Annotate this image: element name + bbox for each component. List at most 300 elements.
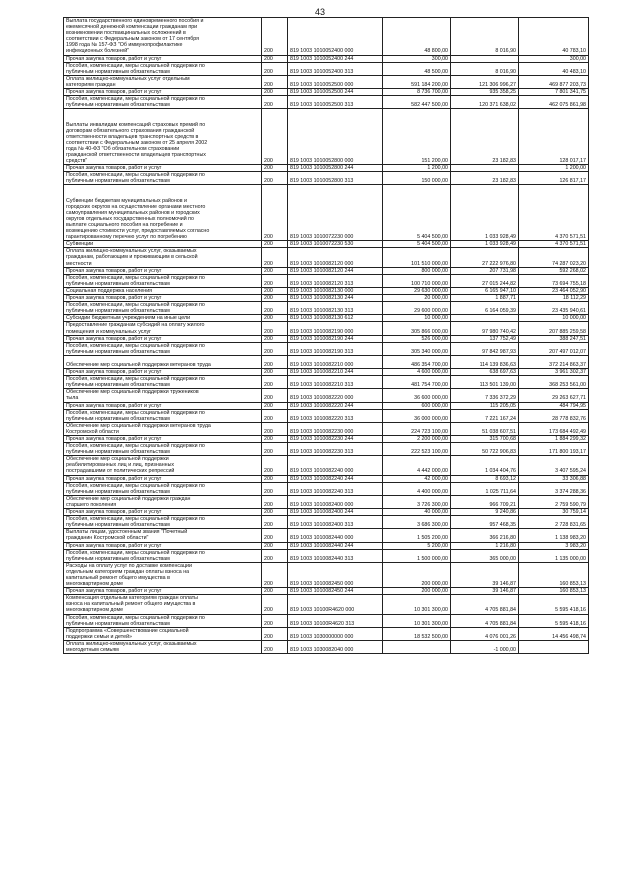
row-description: Выплаты инвалидам компенсаций страховых премий по договорам обязательного страхования гражданской ответственности владельцев транспортных средств в соответствии с Федеральным законом от 25 апреля 2002 года № 40-ФЗ "Об обязательном страховании гражданской ответственности владельцев транспортных средств"	[64, 109, 262, 165]
table-row	[64, 89, 589, 96]
row-description: Пособия, компенсации, меры социальной поддержки по публичным нормативным обязательствам	[64, 62, 262, 75]
row-line-code: 200	[262, 355, 288, 368]
table-row	[64, 588, 589, 595]
row-approved-amount: 3 686 300,00	[383, 516, 451, 529]
table-row	[64, 482, 589, 495]
row-remaining-amount: 173 684 492,49	[519, 422, 589, 435]
row-description: Пособия, компенсации, меры социальной поддержки по публичным нормативным обязательствам	[64, 302, 262, 315]
row-line-code: 200	[262, 369, 288, 376]
row-classification-code: 819 1003 1010082210 244	[288, 369, 383, 376]
row-classification-code: 819 1003 1010082130 612	[288, 315, 383, 322]
row-line-code: 200	[262, 89, 288, 96]
row-approved-amount: 5 200,00	[383, 542, 451, 549]
table-row	[64, 248, 589, 267]
row-executed-amount: 966 709,21	[451, 495, 519, 508]
row-remaining-amount: 1 135 000,00	[519, 549, 589, 562]
row-description: Пособия, компенсации, меры социальной поддержки по публичным нормативным обязательствам	[64, 443, 262, 456]
table-row	[64, 369, 589, 376]
row-approved-amount: 3 726 300,00	[383, 495, 451, 508]
row-classification-code: 819 1003 1010052800 000	[288, 109, 383, 165]
table-row	[64, 402, 589, 409]
row-remaining-amount: 171 800 193,17	[519, 443, 589, 456]
row-remaining-amount: 126 817,17	[519, 172, 589, 185]
row-classification-code: 819 1003 1010052400 000	[288, 18, 383, 56]
row-classification-code: 819 1003 1010082120 313	[288, 274, 383, 287]
row-remaining-amount: 3 961 302,37	[519, 369, 589, 376]
row-approved-amount: 200 000,00	[383, 588, 451, 595]
row-classification-code: 819 1003 1030000000 000	[288, 627, 383, 640]
row-remaining-amount: 207 885 259,58	[519, 322, 589, 335]
row-description: Обеспечение мер социальной поддержки ветеранов труда Костромской области	[64, 422, 262, 435]
row-description: Пособия, компенсации, меры социальной поддержки по публичным нормативным обязательствам	[64, 614, 262, 627]
row-executed-amount: 137 752,49	[451, 335, 519, 342]
table-row	[64, 640, 589, 653]
row-line-code: 200	[262, 495, 288, 508]
row-line-code: 200	[262, 335, 288, 342]
row-classification-code: 819 1003 1010082230 313	[288, 443, 383, 456]
row-remaining-amount: 3 983,20	[519, 542, 589, 549]
row-executed-amount: 4 076 001,26	[451, 627, 519, 640]
row-remaining-amount: 300,00	[519, 55, 589, 62]
table-row	[64, 287, 589, 294]
row-description: Пособия, компенсации, меры социальной поддержки по публичным нормативным обязательствам	[64, 342, 262, 355]
row-executed-amount: 366 216,80	[451, 529, 519, 542]
row-remaining-amount: 128 017,17	[519, 109, 589, 165]
table-row	[64, 172, 589, 185]
row-description: Прочая закупка товаров, работ и услуг	[64, 369, 262, 376]
row-remaining-amount: 2 759 590,79	[519, 495, 589, 508]
row-remaining-amount: 592 268,02	[519, 267, 589, 274]
row-remaining-amount: 5 595 418,16	[519, 595, 589, 614]
row-remaining-amount: 1 200,00	[519, 165, 589, 172]
row-line-code: 200	[262, 456, 288, 475]
table-row	[64, 516, 589, 529]
row-classification-code: 819 1003 1010082440 313	[288, 549, 383, 562]
row-remaining-amount: 2 728 831,65	[519, 516, 589, 529]
row-line-code: 200	[262, 287, 288, 294]
row-classification-code: 819 1003 1010052500 313	[288, 96, 383, 109]
row-executed-amount: 51 038 607,51	[451, 422, 519, 435]
page-number: 43	[314, 7, 325, 17]
table-row	[64, 62, 589, 75]
table-row	[64, 443, 589, 456]
row-description: Прочая закупка товаров, работ и услуг	[64, 55, 262, 62]
table-row	[64, 315, 589, 322]
row-description: Оплата жилищно-коммунальных услуг отдельным категориям граждан	[64, 75, 262, 88]
row-remaining-amount: 207 497 012,07	[519, 342, 589, 355]
row-executed-amount: 7 221 167,24	[451, 409, 519, 422]
table-row	[64, 549, 589, 562]
row-approved-amount	[383, 640, 451, 653]
row-remaining-amount: 388 247,51	[519, 335, 589, 342]
row-classification-code: 819 1003 1030082040 000	[288, 640, 383, 653]
row-executed-amount: 8 693,12	[451, 475, 519, 482]
row-description: Оплата жилищно-коммунальных услуг, оказываемых многодетным семьям	[64, 640, 262, 653]
row-classification-code: 819 1003 1010082130 244	[288, 295, 383, 302]
row-remaining-amount: 33 306,88	[519, 475, 589, 482]
row-approved-amount: 48 500,00	[383, 62, 451, 75]
row-line-code: 200	[262, 96, 288, 109]
row-approved-amount: 222 523 100,00	[383, 443, 451, 456]
row-executed-amount: 8 016,90	[451, 18, 519, 56]
row-description: Обеспечение мер социальной поддержки граждан старшего поколения	[64, 495, 262, 508]
table-row	[64, 96, 589, 109]
table-row	[64, 55, 589, 62]
row-remaining-amount: 3 374 288,36	[519, 482, 589, 495]
row-approved-amount: 48 800,00	[383, 18, 451, 56]
row-classification-code: 819 1003 1010082440 244	[288, 542, 383, 549]
row-remaining-amount: 7 801 341,75	[519, 89, 589, 96]
row-executed-amount	[451, 315, 519, 322]
row-remaining-amount: 14 456 498,74	[519, 627, 589, 640]
row-executed-amount: 9 240,86	[451, 509, 519, 516]
row-executed-amount: 6 165 947,10	[451, 287, 519, 294]
row-classification-code: 819 1003 1010082190 313	[288, 342, 383, 355]
row-description: Обеспечение мер социальной поддержки реабилитированных лиц и лиц, признанных пострадавшими от политических репрессий	[64, 456, 262, 475]
row-description: Субвенции бюджетам муниципальных районов и городских округов на осуществление органами местного самоуправления муниципальных районов и городских округов отдельных государственных полномочий по выплате социального пособия на погребение и возмещению стоимости услуг, предоставляемых согласно гарантированному перечню услуг по погребению	[64, 185, 262, 241]
row-executed-amount: 1 216,80	[451, 542, 519, 549]
row-approved-amount: 10 000,00	[383, 315, 451, 322]
row-remaining-amount: 469 877 203,73	[519, 75, 589, 88]
row-approved-amount: 10 301 300,00	[383, 595, 451, 614]
row-approved-amount: 305 340 000,00	[383, 342, 451, 355]
row-line-code: 200	[262, 549, 288, 562]
row-description: Пособия, компенсации, меры социальной поддержки по публичным нормативным обязательствам	[64, 516, 262, 529]
table-row	[64, 456, 589, 475]
row-approved-amount: 150 000,00	[383, 172, 451, 185]
table-row	[64, 109, 589, 165]
row-line-code: 200	[262, 302, 288, 315]
row-line-code: 200	[262, 443, 288, 456]
row-line-code: 200	[262, 529, 288, 542]
row-line-code: 200	[262, 475, 288, 482]
row-classification-code: 819 1003 1010052800 244	[288, 165, 383, 172]
row-classification-code: 819 1003 1010082450 244	[288, 588, 383, 595]
table-row	[64, 595, 589, 614]
row-description: Пособия, компенсации, меры социальной поддержки по публичным нормативным обязательствам	[64, 376, 262, 389]
row-executed-amount: 121 306 996,27	[451, 75, 519, 88]
row-remaining-amount: 30 759,14	[519, 509, 589, 516]
row-approved-amount: 591 184 200,00	[383, 75, 451, 88]
row-remaining-amount: 368 253 561,00	[519, 376, 589, 389]
row-classification-code: 819 1003 1010082230 000	[288, 422, 383, 435]
row-remaining-amount: 28 778 832,76	[519, 409, 589, 422]
table-row	[64, 509, 589, 516]
row-classification-code: 819 1003 1010082450 000	[288, 562, 383, 587]
row-approved-amount: 582 447 500,00	[383, 96, 451, 109]
row-approved-amount: 42 000,00	[383, 475, 451, 482]
row-description: Подпрограмма «Совершенствование социальной поддержки семьи и детей»	[64, 627, 262, 640]
row-classification-code: 819 1003 1010082120 000	[288, 248, 383, 267]
row-classification-code: 819 1003 1010052500 000	[288, 75, 383, 88]
row-description: Предоставление гражданам субсидий на оплату жилого помещения и коммунальных услуг	[64, 322, 262, 335]
row-executed-amount: 1 033 928,49	[451, 185, 519, 241]
table-row	[64, 376, 589, 389]
row-executed-amount: 1 887,71	[451, 295, 519, 302]
row-description: Прочая закупка товаров, работ и услуг	[64, 475, 262, 482]
table-row	[64, 627, 589, 640]
row-line-code: 200	[262, 516, 288, 529]
row-line-code: 200	[262, 482, 288, 495]
row-executed-amount: 207 731,98	[451, 267, 519, 274]
row-classification-code: 819 1003 1010082220 000	[288, 389, 383, 402]
row-classification-code: 819 1003 1010082240 244	[288, 475, 383, 482]
row-executed-amount: 27 015 244,82	[451, 274, 519, 287]
row-executed-amount: 97 980 740,42	[451, 322, 519, 335]
row-approved-amount: 5 404 500,00	[383, 241, 451, 248]
table-row	[64, 267, 589, 274]
row-description: Прочая закупка товаров, работ и услуг	[64, 542, 262, 549]
table-row	[64, 529, 589, 542]
budget-execution-table	[63, 17, 589, 654]
table-row	[64, 475, 589, 482]
row-line-code: 200	[262, 436, 288, 443]
table-row	[64, 342, 589, 355]
row-classification-code: 819 1003 1010082230 244	[288, 436, 383, 443]
row-line-code: 200	[262, 389, 288, 402]
table-row	[64, 18, 589, 56]
table-row	[64, 322, 589, 335]
row-description: Пособия, компенсации, меры социальной поддержки по публичным нормативным обязательствам	[64, 96, 262, 109]
row-remaining-amount: 23 435 940,61	[519, 302, 589, 315]
row-approved-amount: 481 754 700,00	[383, 376, 451, 389]
row-executed-amount: 365 000,00	[451, 549, 519, 562]
row-line-code: 200	[262, 165, 288, 172]
row-remaining-amount: 23 464 052,90	[519, 287, 589, 294]
table-row	[64, 542, 589, 549]
row-description: Выплата государственного единовременного пособия и ежемесячной денежной компенсации гражданам при возникновении поствакцинальных осложнений в соответствии с Федеральным законом от 17 сентября 1998 года № 157-ФЗ "Об иммунопрофилактике инфекционных болезней"	[64, 18, 262, 56]
row-approved-amount: 36 000 000,00	[383, 409, 451, 422]
row-line-code: 200	[262, 241, 288, 248]
table-row	[64, 295, 589, 302]
row-executed-amount: 97 842 987,93	[451, 342, 519, 355]
row-description: Прочая закупка товаров, работ и услуг	[64, 267, 262, 274]
row-line-code: 200	[262, 422, 288, 435]
row-approved-amount: 2 200 000,00	[383, 436, 451, 443]
row-executed-amount: 4 705 881,84	[451, 614, 519, 627]
row-line-code: 200	[262, 409, 288, 422]
row-description: Пособия, компенсации, меры социальной поддержки по публичным нормативным обязательствам	[64, 549, 262, 562]
row-approved-amount: 486 354 700,00	[383, 355, 451, 368]
row-approved-amount: 4 600 000,00	[383, 369, 451, 376]
row-description: Обеспечение мер социальной поддержки ветеранов труда	[64, 355, 262, 368]
row-remaining-amount: 372 214 863,37	[519, 355, 589, 368]
row-executed-amount: 50 722 906,83	[451, 443, 519, 456]
row-executed-amount: 6 164 059,39	[451, 302, 519, 315]
row-approved-amount: 1 200,00	[383, 165, 451, 172]
row-line-code: 200	[262, 75, 288, 88]
row-approved-amount: 4 400 000,00	[383, 482, 451, 495]
row-approved-amount: 5 404 500,00	[383, 185, 451, 241]
row-executed-amount	[451, 165, 519, 172]
row-approved-amount: 100 710 000,00	[383, 274, 451, 287]
row-remaining-amount: 4 370 571,51	[519, 185, 589, 241]
table-row	[64, 409, 589, 422]
table-row	[64, 389, 589, 402]
row-line-code: 200	[262, 55, 288, 62]
row-line-code: 200	[262, 109, 288, 165]
row-approved-amount: 29 630 000,00	[383, 287, 451, 294]
row-executed-amount: 27 222 976,80	[451, 248, 519, 267]
row-executed-amount: 935 358,25	[451, 89, 519, 96]
row-description: Прочая закупка товаров, работ и услуг	[64, 402, 262, 409]
row-executed-amount: 8 016,90	[451, 62, 519, 75]
row-classification-code: 819 1003 1010082120 244	[288, 267, 383, 274]
row-description: Прочая закупка товаров, работ и услуг	[64, 165, 262, 172]
row-description: Прочая закупка товаров, работ и услуг	[64, 588, 262, 595]
row-classification-code: 819 1003 1010082440 000	[288, 529, 383, 542]
row-remaining-amount: 462 075 861,98	[519, 96, 589, 109]
row-executed-amount: 114 139 836,63	[451, 355, 519, 368]
row-executed-amount: -1 000,00	[451, 640, 519, 653]
row-description: Прочая закупка товаров, работ и услуг	[64, 509, 262, 516]
row-line-code: 200	[262, 62, 288, 75]
table-body	[64, 18, 589, 654]
row-line-code: 200	[262, 315, 288, 322]
row-approved-amount: 10 301 300,00	[383, 614, 451, 627]
row-classification-code: 819 1003 1010082400 244	[288, 509, 383, 516]
row-approved-amount: 18 532 500,00	[383, 627, 451, 640]
row-classification-code: 819 1003 1010082220 244	[288, 402, 383, 409]
row-description: Прочая закупка товаров, работ и услуг	[64, 335, 262, 342]
row-description: Выплаты лицам, удостоенным звания "Почетный гражданин Костромской области"	[64, 529, 262, 542]
row-line-code: 200	[262, 274, 288, 287]
row-executed-amount: 4 705 881,84	[451, 595, 519, 614]
row-approved-amount: 4 442 000,00	[383, 456, 451, 475]
row-remaining-amount: 1 884 299,32	[519, 436, 589, 443]
table-row	[64, 302, 589, 315]
row-description: Обеспечение мер социальной поддержки тружеников тыла	[64, 389, 262, 402]
table-row	[64, 274, 589, 287]
row-executed-amount: 113 501 139,00	[451, 376, 519, 389]
row-classification-code: 819 1003 1010052800 313	[288, 172, 383, 185]
row-executed-amount: 957 468,35	[451, 516, 519, 529]
row-description: Прочая закупка товаров, работ и услуг	[64, 89, 262, 96]
row-line-code: 200	[262, 509, 288, 516]
row-remaining-amount: 5 595 418,16	[519, 614, 589, 627]
row-classification-code: 819 1003 1010052500 244	[288, 89, 383, 96]
row-line-code: 200	[262, 588, 288, 595]
table-row	[64, 495, 589, 508]
row-line-code: 200	[262, 185, 288, 241]
row-executed-amount: 1 034 404,76	[451, 456, 519, 475]
table-row	[64, 241, 589, 248]
row-classification-code: 819 1003 1010072230 000	[288, 185, 383, 241]
row-executed-amount: 23 182,83	[451, 109, 519, 165]
table-row	[64, 422, 589, 435]
row-remaining-amount: 73 694 755,18	[519, 274, 589, 287]
row-line-code: 200	[262, 614, 288, 627]
row-line-code: 200	[262, 322, 288, 335]
row-approved-amount: 800 000,00	[383, 267, 451, 274]
row-line-code: 200	[262, 562, 288, 587]
row-classification-code: 819 1003 1010082400 000	[288, 495, 383, 508]
row-remaining-amount: 1 138 983,20	[519, 529, 589, 542]
row-approved-amount: 20 000,00	[383, 295, 451, 302]
row-line-code: 200	[262, 248, 288, 267]
row-remaining-amount: 10 000,00	[519, 315, 589, 322]
row-approved-amount: 40 000,00	[383, 509, 451, 516]
row-line-code: 200	[262, 18, 288, 56]
row-line-code: 200	[262, 640, 288, 653]
table-row	[64, 436, 589, 443]
row-executed-amount: 7 336 372,29	[451, 389, 519, 402]
table-row	[64, 185, 589, 241]
row-remaining-amount: 29 263 627,71	[519, 389, 589, 402]
row-description: Субвенции	[64, 241, 262, 248]
row-executed-amount: 638 697,63	[451, 369, 519, 376]
table-row	[64, 335, 589, 342]
row-approved-amount: 305 866 000,00	[383, 322, 451, 335]
row-line-code: 200	[262, 627, 288, 640]
row-description: Компенсация отдельным категориям граждан оплаты взноса на капитальный ремонт общего имущества в многоквартирном доме	[64, 595, 262, 614]
row-classification-code: 819 1003 10100R4620 000	[288, 595, 383, 614]
table-row	[64, 355, 589, 368]
row-description: Прочая закупка товаров, работ и услуг	[64, 436, 262, 443]
row-approved-amount: 300,00	[383, 55, 451, 62]
row-approved-amount: 526 000,00	[383, 335, 451, 342]
row-executed-amount: 39 146,87	[451, 588, 519, 595]
row-approved-amount: 36 600 000,00	[383, 389, 451, 402]
row-remaining-amount: 484 794,95	[519, 402, 589, 409]
row-classification-code: 819 1003 1010082400 313	[288, 516, 383, 529]
row-line-code: 200	[262, 376, 288, 389]
row-executed-amount: 39 146,87	[451, 562, 519, 587]
row-approved-amount: 101 510 000,00	[383, 248, 451, 267]
row-description: Пособия, компенсации, меры социальной поддержки по публичным нормативным обязательствам	[64, 274, 262, 287]
row-remaining-amount: 18 112,29	[519, 295, 589, 302]
row-classification-code: 819 1003 1010082130 000	[288, 287, 383, 294]
table-row	[64, 562, 589, 587]
row-description: Расходы на оплату услуг по доставке компенсации отдельным категориям граждан оплаты взноса на капитальный ремонт общего имущества в многоквартирном доме	[64, 562, 262, 587]
row-approved-amount: 224 723 100,00	[383, 422, 451, 435]
row-classification-code: 819 1003 1010082130 313	[288, 302, 383, 315]
row-classification-code: 819 1003 1010082190 244	[288, 335, 383, 342]
row-classification-code: 819 1003 1010082240 313	[288, 482, 383, 495]
row-classification-code: 819 1003 1010082220 313	[288, 409, 383, 422]
row-remaining-amount: 4 370 571,51	[519, 241, 589, 248]
row-approved-amount: 600 000,00	[383, 402, 451, 409]
row-description: Оплата жилищно-коммунальных услуг, оказываемых гражданам, работающим и проживающим в сельской местности	[64, 248, 262, 267]
table-row	[64, 75, 589, 88]
row-description: Пособия, компенсации, меры социальной поддержки по публичным нормативным обязательствам	[64, 409, 262, 422]
row-approved-amount: 151 200,00	[383, 109, 451, 165]
row-executed-amount: 23 182,83	[451, 172, 519, 185]
row-classification-code: 819 1003 10100R4620 313	[288, 614, 383, 627]
row-description: Пособия, компенсации, меры социальной поддержки по публичным нормативным обязательствам	[64, 482, 262, 495]
row-executed-amount: 1 033 928,49	[451, 241, 519, 248]
row-approved-amount: 1 505 200,00	[383, 529, 451, 542]
row-approved-amount: 200 000,00	[383, 562, 451, 587]
row-approved-amount: 29 600 000,00	[383, 302, 451, 315]
row-remaining-amount	[519, 640, 589, 653]
row-remaining-amount: 160 853,13	[519, 588, 589, 595]
row-line-code: 200	[262, 267, 288, 274]
row-executed-amount: 120 371 638,02	[451, 96, 519, 109]
row-description: Прочая закупка товаров, работ и услуг	[64, 295, 262, 302]
row-line-code: 200	[262, 295, 288, 302]
row-remaining-amount: 40 783,10	[519, 18, 589, 56]
row-classification-code: 819 1003 1010052400 313	[288, 62, 383, 75]
row-line-code: 200	[262, 542, 288, 549]
row-line-code: 200	[262, 402, 288, 409]
row-classification-code: 819 1003 1010082190 000	[288, 322, 383, 335]
row-classification-code: 819 1003 1010072230 530	[288, 241, 383, 248]
row-executed-amount: 1 025 711,64	[451, 482, 519, 495]
row-executed-amount	[451, 55, 519, 62]
row-approved-amount: 8 736 700,00	[383, 89, 451, 96]
row-line-code: 200	[262, 342, 288, 355]
